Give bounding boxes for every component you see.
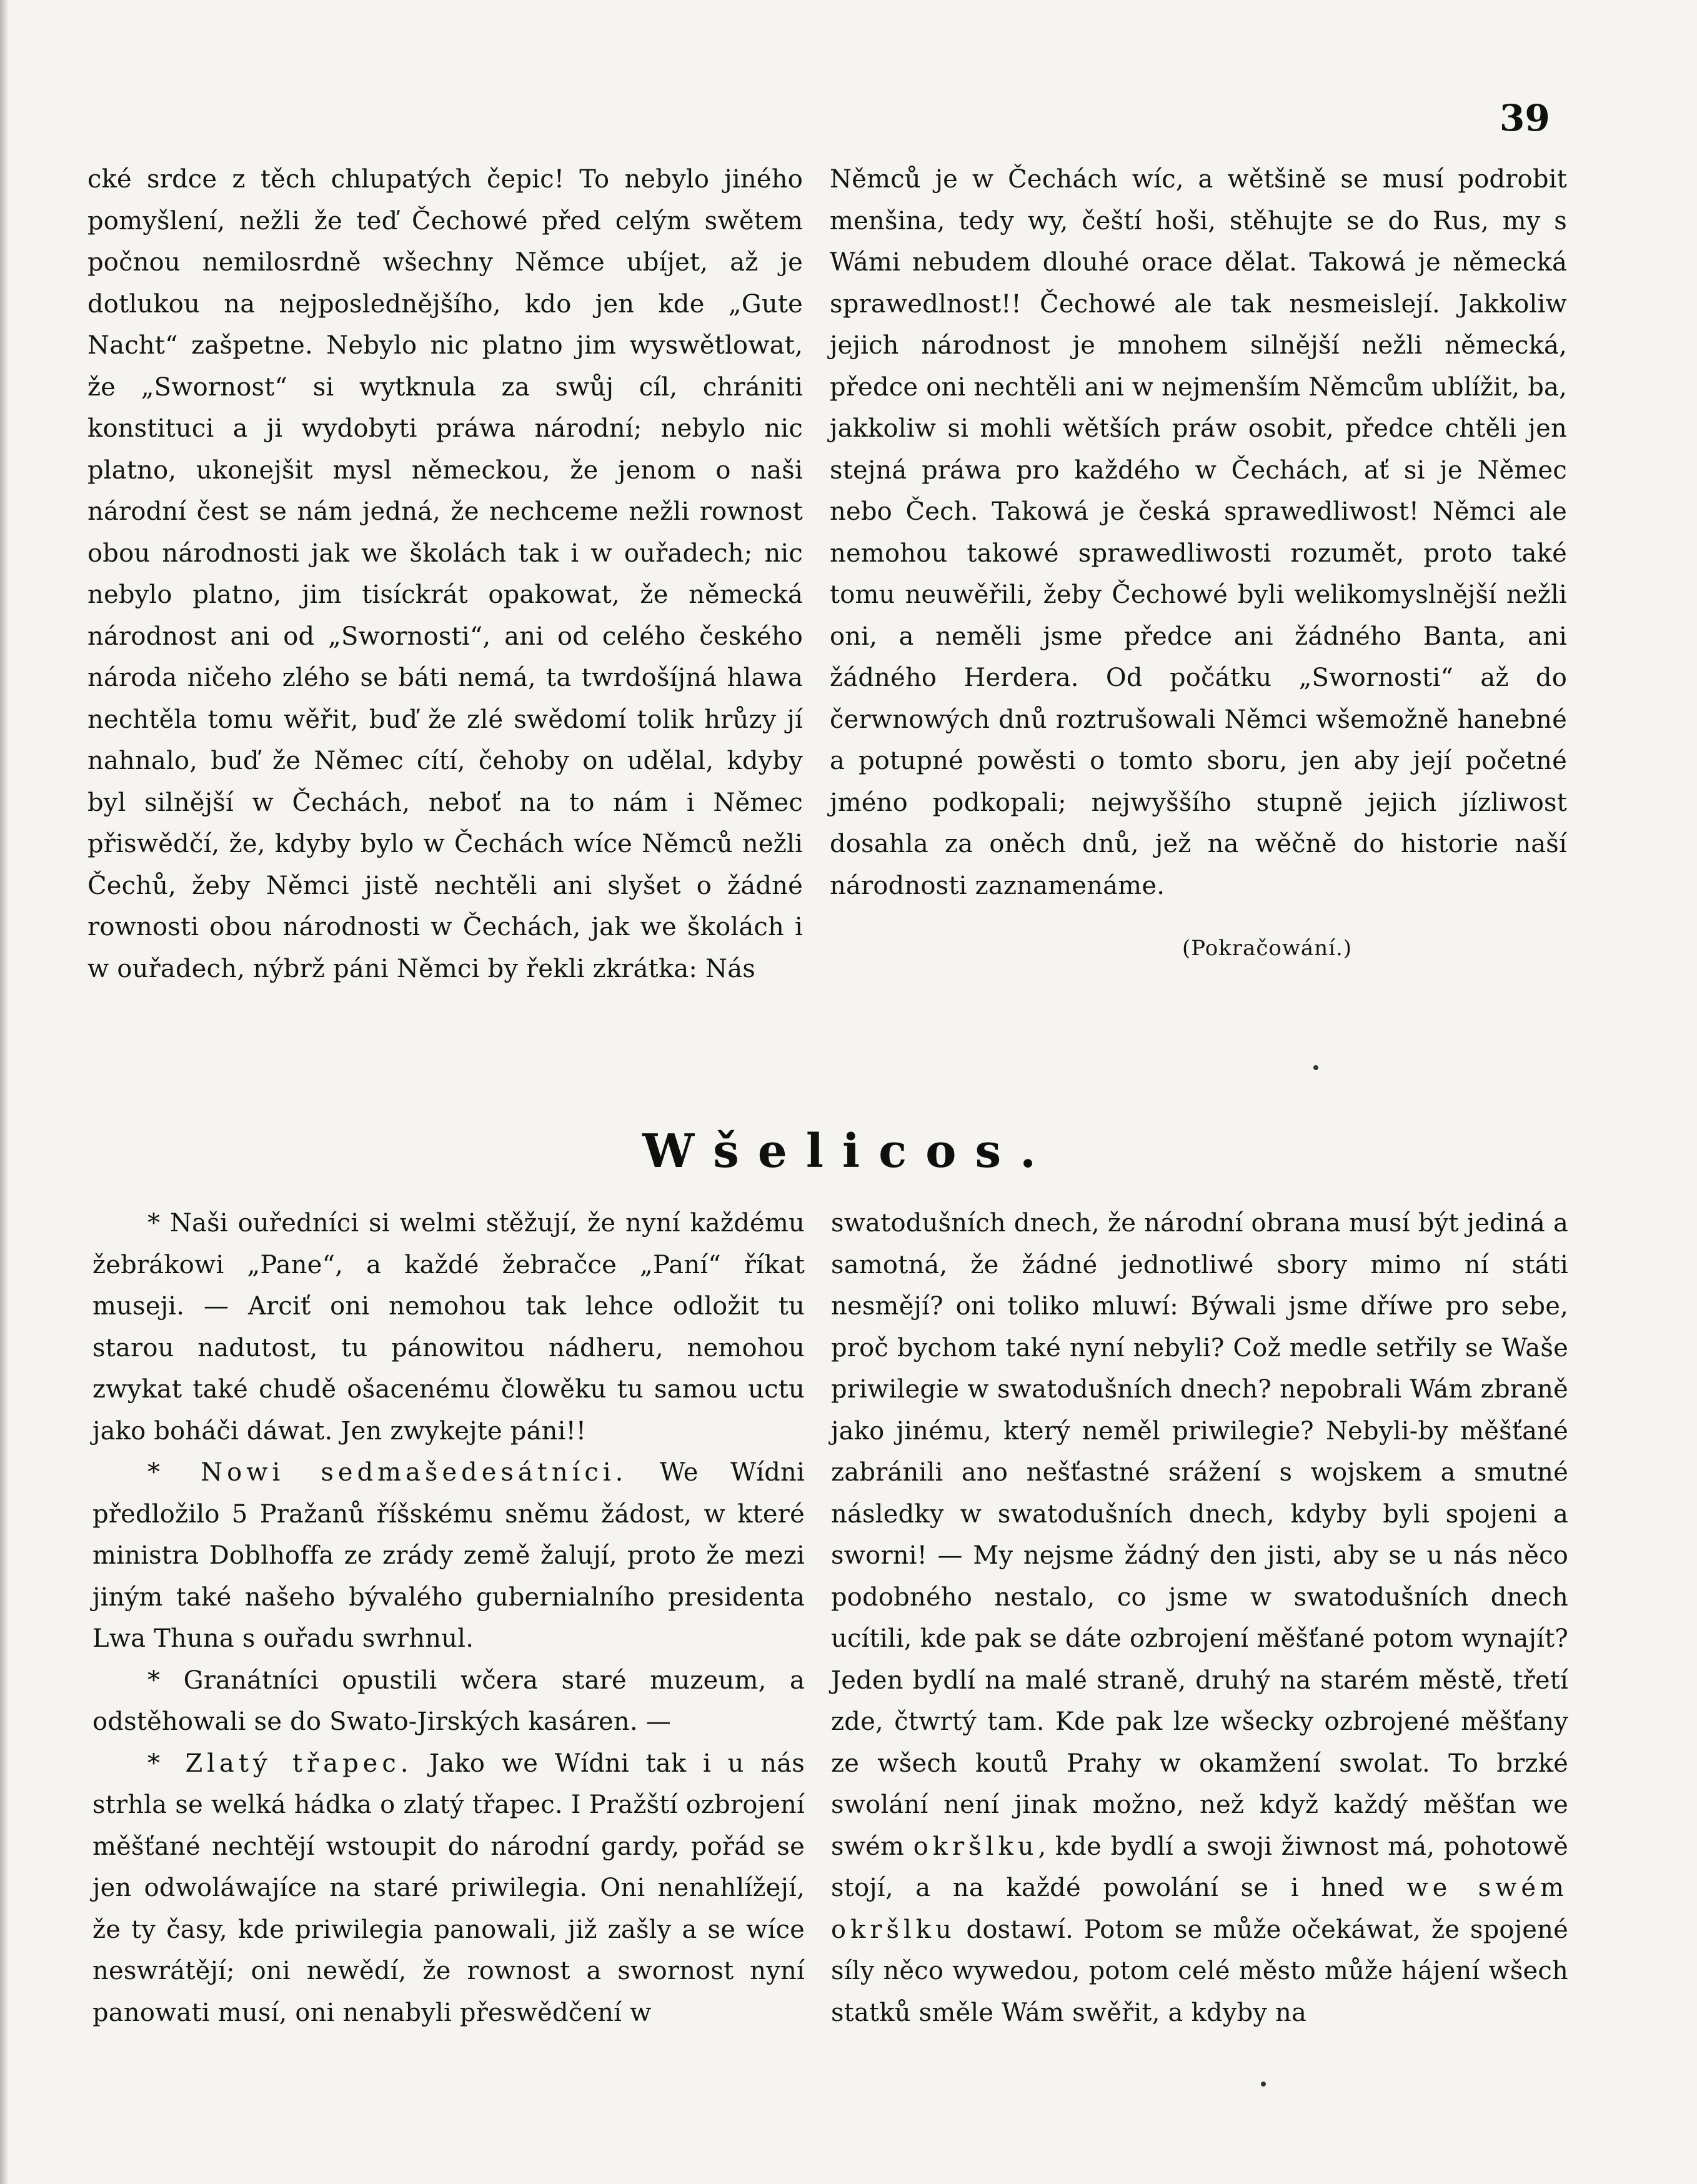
page-edge-shadow [0, 0, 9, 2184]
article-column-right [830, 159, 1567, 1096]
news-item-golden-tassel [92, 1743, 805, 2034]
section-heading: Wšelicos. [642, 1124, 1055, 1178]
print-speck [1313, 1065, 1318, 1070]
news-column-left [92, 1203, 805, 2090]
news-text-segment: oni toliko mluwí: Býwali jsme dříwe pro sebe, proč bychom také nyní nebyli? Což medle setřily se Waše priwilegie w swatodušních dnech? nepobrali Wám zbraně jako jinému, který neměl priwilegie? Nebyli-by měšťané zabránili ano nešťastné srážení s wojskem a smutné následky w swatodušních dnech, kdyby byli spojeni a sworni! — My nejsme žádný den jisti, aby se u nás něco podobného nestalo, co jsme w swatodušních dnech ucítili, kde pak se dáte ozbrojení měšťané potom wynajít? Jeden bydlí na malé straně, druhý na starém městě, třetí zde, čtwrtý tam. Kde pak lze wšecky ozbrojené měšťany ze wšech koutů Prahy w okamžení swolat. To brzké swolání není jinak možno, než když každý měšťan we swém [831, 1292, 1568, 1861]
print-speck [1261, 2082, 1266, 2087]
article-paragraph-right: Němců je w Čechách wíc, a wětšině se musí podrobit menšina, tedy wy, čeští hoši, stěhujte se do Rus, my s Wámi nebudem dlouhé orace dělat. Takowá je německá sprawedlnost!! Čechowé ale tak nesmeislejí. Jakkoliw jejich národnost je mnohem silnější nežli německá, předce oni nechtěli ani w nejmenším Němcům ublížit, ba, jakkoliw si mohli wětších práw osobit, předce chtěli jen stejná práwa pro každého w Čechách, ať si je Němec nebo Čech. Takowá je česká sprawedliwost! Němci ale nemohou takowé sprawedliwosti rozumět, proto také tomu neuwěřili, žeby Čechowé byli welikomyslnější nežli oni, a neměli jsme předce ani žádného Banta, ani žádného Herdera. Od počátku „Swornosti“ až do čerwnowých dnů roztrušowali Němci wšemožně hanebné a potupné powěsti o tomto sboru, jen aby její početné jméno podkopali; nejwyššího stupně jejich jízliwost dosahla za oněch dnů, jež na wěčně do historie naší národnosti zaznamenáme. [830, 165, 1567, 900]
news-text-emphasis: we swém okršlku [831, 1874, 1568, 1944]
article-paragraph-left: cké srdce z těch chlupatých čepic! To nebylo jiného pomyšlení, nežli že teď Čechowé před celým swětem počnou nemilosrdně wšechny Němce ubíjet, až je dotlukou na nejposlednějšího, kdo jen kde „Gute Nacht“ zašpetne. Nebylo nic platno jim wyswětlowat, že „Swornost“ si wytknula za swůj cíl, chrániti konstituci a ji wydobyti práwa národní; nebylo nic platno, ukonejšit mysl německou, že jenom o naši národní čest se nám jedná, že nechceme nežli rownost obou národnosti jak we školách tak i w ouřadech; nic nebylo platno, jim tisíckrát opakowat, že německá národnost ani od „Swornosti“, ani od celého českého národa ničeho zlého se báti nemá, ta twrdošíjná hlawa nechtěla tomu wěřit, buď že zlé swědomí tolik hrůzy jí nahnalo, buď že Němec cítí, čehoby on udělal, kdyby byl silnější w Čechách, neboť na to nám i Němec přiswědčí, že, kdyby bylo w Čechách wíce Němců nežli Čechů, žeby Němci jistě nechtěli ani slyšet o žádné rownosti obou národnosti w Čechách, jak we školách i w ouřadech, nýbrž páni Němci by řekli zkrátka: Nás [87, 165, 803, 983]
page-number: 39 [1500, 97, 1550, 139]
news-text-emphasis: okršlku [913, 1832, 1038, 1861]
article-column-left [87, 159, 803, 1096]
news-item-grenadiers: * Granátníci opustili wčera staré muzeum, a odstěhowali se do Swato-Jirských kasáren. — [92, 1665, 805, 1736]
news-text-segment: , kde bydlí a swoji žiwnost má, pohotowě stojí, a na každé powolání se i hned [831, 1832, 1568, 1902]
news-continuation-paragraph [831, 1203, 1568, 2033]
news-item-sixtyseven [92, 1452, 805, 1660]
news-text-segment: dostawí. Potom se může očekáwat, že spojené síly něco wywedou, potom celé město může hájení wšech statků směle Wám swěřit, a kdyby na [831, 1915, 1568, 2027]
news-item-officials: * Naši ouředníci si welmi stěžují, že nyní každému žebrákowi „Pane“, a každé žebračce „Paní“ říkat museji. — Arciť oni nemohou tak lehce odložit tu starou nadutost, tu pánowitou nádheru, nemohou zwykat také chudě ošacenému člowěku tu samou uctu jako boháči dáwat. Jen zwykejte páni!! [92, 1209, 805, 1446]
news-item-lead: * Zlatý třapec. [147, 1749, 413, 1778]
news-item-body: We Wídni předložilo 5 Pražanů říšskému sněmu žádost, w které ministra Doblhoffa ze zrády země žalují, proto že mezi jiným také našeho bývalého gubernialního presidenta Lwa Thuna s ouřadu swrhnul. [92, 1458, 805, 1653]
news-text-segment: swatodušních dnech, že národní obrana musí být jediná a samotná, že žádné jednotliwé sbory mimo ní státi nesmějí? [831, 1209, 1568, 1321]
news-item-body: Jako we Wídni tak i u nás strhla se welká hádka o zlatý třapec. I Pražští ozbrojení měšťané nechtějí wstoupit do národní gardy, pořád se jen odwoláwajíce na staré priwilegia. Oni nenahlížejí, že ty časy, kde priwilegia panowali, již zašly a se wíce neswrátějí; oni newědí, že rownost a swornost nyní panowati musí, oni nenabyli přeswědčení w [92, 1749, 805, 2027]
continuation-note: (Pokračowání.) [1182, 936, 1353, 961]
news-item-lead: * Nowi sedmašedesátníci. [147, 1458, 628, 1487]
news-column-right [831, 1203, 1568, 2090]
